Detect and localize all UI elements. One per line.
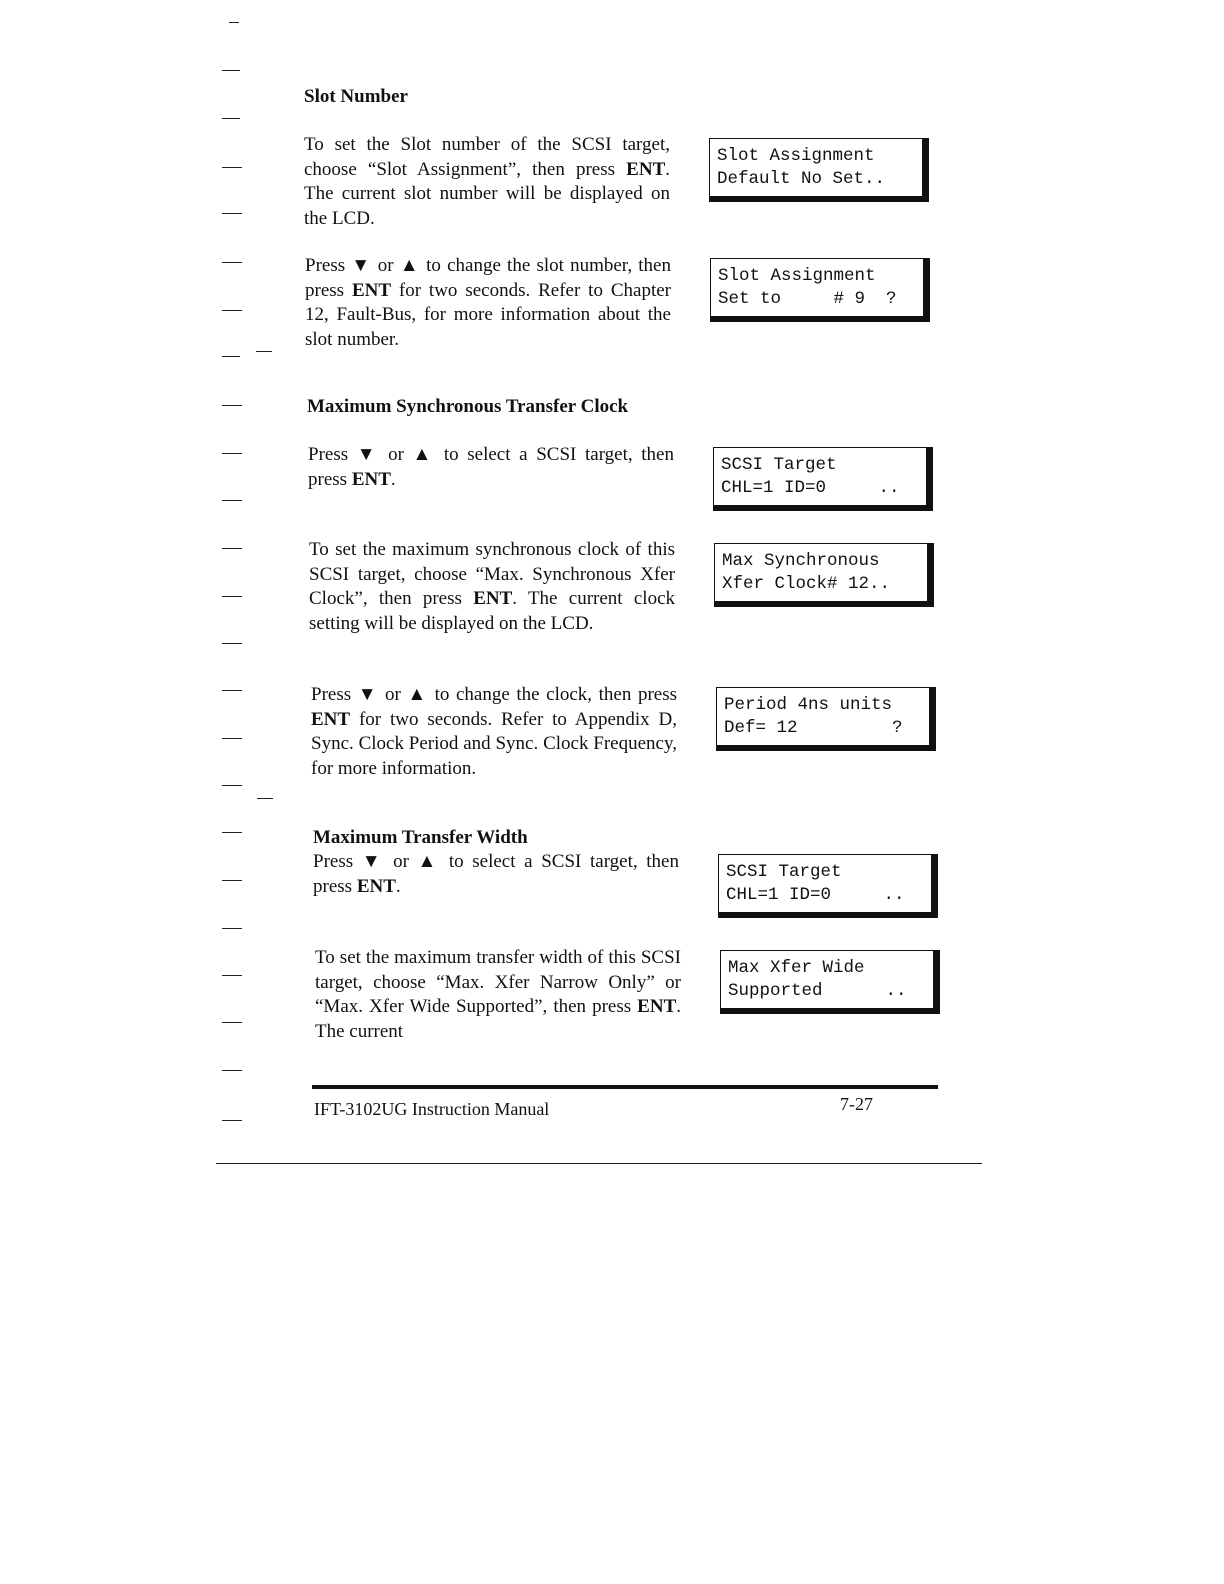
ent-key-label: ENT bbox=[473, 588, 513, 609]
paragraph-width-set bbox=[315, 946, 681, 1044]
lcd-line-1: SCSI Target bbox=[721, 455, 837, 475]
paragraph-text: To set the maximum transfer width of this SCSI target, choose “Max. Xfer Narrow Only” or “Max. Xfer Wide Supported”, then press bbox=[315, 947, 681, 1017]
margin-mark bbox=[222, 1022, 242, 1023]
margin-mark bbox=[222, 167, 242, 168]
lcd-line-2: Def= 12 ? bbox=[724, 717, 903, 738]
paragraph-text: for two seconds. Refer to Appendix D, Sync. Clock Period and Sync. Clock Frequency, for more information. bbox=[311, 708, 677, 779]
lcd-line-2: Set to # 9 ? bbox=[718, 288, 897, 309]
section-heading-max-sync-clock: Maximum Synchronous Transfer Clock bbox=[307, 396, 629, 417]
lcd-line-2: Default No Set.. bbox=[717, 168, 886, 189]
paragraph-text: Press ▼ or ▲ to select a SCSI target, then press bbox=[308, 444, 674, 490]
lcd-line-1: Max Xfer Wide bbox=[728, 958, 865, 978]
lcd-display bbox=[709, 138, 929, 202]
paragraph-width-select-target bbox=[313, 850, 679, 899]
lcd-display bbox=[714, 543, 934, 607]
paragraph-sync-change bbox=[311, 683, 677, 781]
lcd-display bbox=[718, 854, 938, 918]
paragraph-text: Press ▼ or ▲ to change the slot number, then press bbox=[305, 255, 671, 301]
lcd-line-1: SCSI Target bbox=[726, 862, 842, 882]
page-bottom-rule bbox=[216, 1163, 982, 1164]
footer-manual-title: IFT-3102UG Instruction Manual bbox=[314, 1099, 550, 1119]
lcd-line-2: Xfer Clock# 12.. bbox=[722, 573, 891, 594]
margin-mark bbox=[222, 453, 242, 454]
paragraph-text: . The current clock setting will be displayed on the LCD. bbox=[309, 588, 676, 634]
paragraph-text: . bbox=[390, 468, 396, 490]
margin-mark bbox=[222, 880, 242, 881]
margin-mark bbox=[222, 500, 242, 501]
paragraph-sync-set bbox=[309, 538, 675, 636]
margin-mark bbox=[257, 798, 273, 799]
margin-mark bbox=[222, 1070, 242, 1071]
margin-mark bbox=[222, 310, 242, 311]
section-heading-max-transfer-width: Maximum Transfer Width bbox=[313, 827, 528, 848]
margin-mark bbox=[222, 928, 242, 929]
margin-mark bbox=[229, 22, 239, 23]
lcd-display bbox=[713, 447, 933, 511]
paragraph-text: To set the Slot number of the SCSI target, choose “Slot Assignment”, then press bbox=[304, 134, 670, 180]
lcd-line-1: Slot Assignment bbox=[718, 266, 876, 286]
paragraph-text: . The current slot number will be displayed on the LCD. bbox=[304, 158, 670, 229]
lcd-line-2: CHL=1 ID=0 .. bbox=[726, 884, 905, 905]
paragraph-text: Press ▼ or ▲ to select a SCSI target, then press bbox=[313, 851, 679, 897]
footer-page-number: 7-27 bbox=[840, 1094, 873, 1114]
paragraph-text: for two seconds. Refer to Chapter 12, Fault-Bus, for more information about the slot number. bbox=[305, 279, 671, 350]
paragraph-text: Press ▼ or ▲ to change the clock, then press bbox=[311, 684, 677, 705]
margin-mark bbox=[222, 356, 240, 357]
margin-mark bbox=[222, 975, 242, 976]
ent-key-label: ENT bbox=[637, 996, 677, 1017]
lcd-display bbox=[720, 950, 940, 1014]
margin-mark bbox=[222, 643, 242, 644]
ent-key-label: ENT bbox=[311, 708, 351, 730]
ent-key-label: ENT bbox=[351, 279, 392, 301]
margin-mark bbox=[222, 262, 242, 263]
paragraph-sync-select-target bbox=[308, 443, 674, 492]
margin-mark bbox=[222, 785, 242, 786]
lcd-display bbox=[716, 687, 936, 751]
footer-rule bbox=[312, 1085, 938, 1089]
section-heading-slot-number: Slot Number bbox=[304, 86, 408, 107]
margin-mark bbox=[222, 70, 240, 71]
margin-mark bbox=[256, 351, 272, 352]
lcd-line-2: Supported .. bbox=[728, 980, 907, 1001]
margin-mark bbox=[222, 548, 242, 549]
paragraph-slot-set bbox=[304, 133, 670, 231]
lcd-line-1: Slot Assignment bbox=[717, 146, 875, 166]
lcd-display bbox=[710, 258, 930, 322]
lcd-line-2: CHL=1 ID=0 .. bbox=[721, 477, 900, 498]
margin-mark bbox=[222, 405, 242, 406]
ent-key-label: ENT bbox=[356, 875, 396, 897]
lcd-line-1: Max Synchronous bbox=[722, 551, 880, 571]
margin-mark bbox=[222, 690, 242, 691]
margin-mark bbox=[222, 213, 242, 214]
margin-mark bbox=[222, 1120, 242, 1121]
ent-key-label: ENT bbox=[626, 158, 666, 180]
ent-key-label: ENT bbox=[351, 468, 391, 490]
lcd-line-1: Period 4ns units bbox=[724, 695, 893, 715]
paragraph-slot-change bbox=[305, 254, 671, 352]
paragraph-text: . The current bbox=[315, 996, 681, 1042]
paragraph-text: . bbox=[395, 875, 401, 897]
margin-mark bbox=[222, 596, 242, 597]
paragraph-text: To set the maximum synchronous clock of this SCSI target, choose “Max. Synchronous Xfer Clock”, then press bbox=[309, 539, 675, 609]
margin-mark bbox=[222, 738, 242, 739]
margin-mark bbox=[222, 118, 240, 119]
margin-mark bbox=[222, 832, 242, 833]
